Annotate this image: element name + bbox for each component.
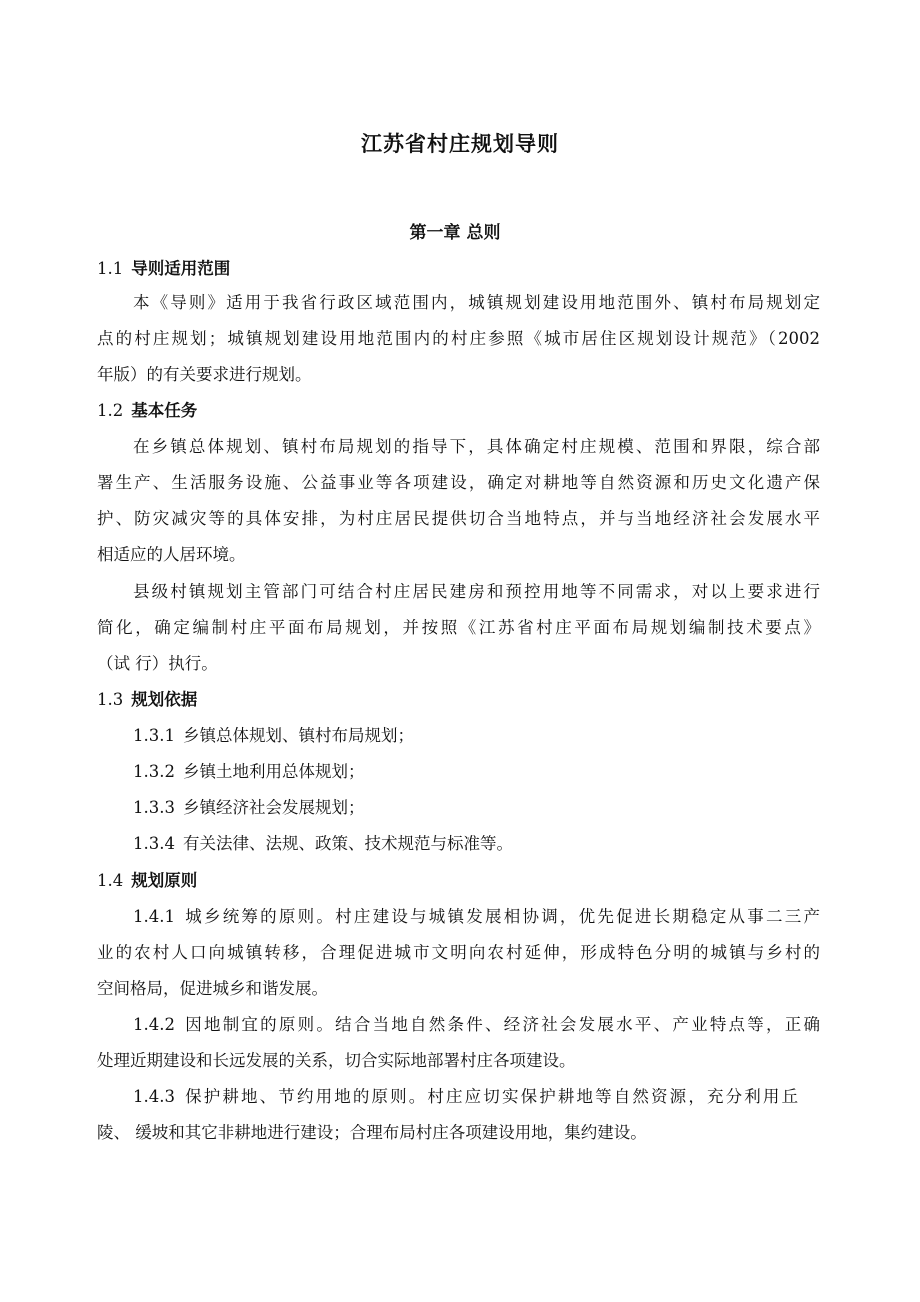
section-heading-1-4: [97, 869, 197, 893]
paragraph-line: （试 行）执行。: [97, 654, 218, 673]
list-item: [133, 905, 820, 929]
list-item: [133, 832, 513, 856]
item-text: 乡镇经济社会发展规划；: [182, 798, 365, 817]
paragraph-line: 相适应的人居环境。: [97, 545, 246, 564]
section-title: 基本任务: [131, 401, 198, 420]
item-number: 1.3.3: [133, 798, 175, 817]
item-number: 1.3.4: [133, 834, 175, 853]
paragraph-line: 署生产、生活服务设施、公益事业等各项建设，确定对耕地等自然资源和历史文化遗产保: [97, 473, 820, 492]
section-heading-1-3: [97, 688, 197, 712]
section-title: 导则适用范围: [131, 259, 231, 278]
item-number: 1.3.1: [133, 726, 175, 745]
item-text: 乡镇土地利用总体规划；: [182, 762, 365, 781]
paragraph-line: 县级村镇规划主管部门可结合村庄居民建房和预控用地等不同需求，对以上要求进行: [133, 582, 820, 601]
paragraph-line: 处理近期建设和长远发展的关系，切合实际地部署村庄各项建设。: [97, 1051, 576, 1070]
paragraph-line: 陵、 缓坡和其它非耕地进行建设；合理布局村庄各项建设用地，集约建设。: [97, 1123, 647, 1142]
paragraph-line: 护、防灾减灾等的具体安排，为村庄居民提供切合当地特点，并与当地经济社会发展水平: [97, 509, 820, 528]
list-item: [133, 1013, 820, 1037]
paragraph-line: 年版）的有关要求进行规划。: [97, 365, 312, 384]
paragraph-line: 本《导则》适用于我省行政区域范围内，城镇规划建设用地范围外、镇村布局规划定: [133, 293, 820, 312]
paragraph-line: 点的村庄规划；城镇规划建设用地范围内的村庄参照《城市居住区规划设计规范》（2002: [97, 329, 820, 348]
section-heading-1-2: [97, 399, 197, 423]
item-number: 1.4.1: [133, 907, 175, 926]
item-number: 1.3.2: [133, 762, 175, 781]
item-number: 1.4.2: [133, 1015, 175, 1034]
item-number: 1.4.3: [133, 1087, 175, 1106]
item-text: 乡镇总体规划、镇村布局规划；: [182, 726, 414, 745]
item-text: 保护耕地、节约用地的原则。村庄应切实保护耕地等自然资源，充分利用丘: [182, 1087, 798, 1106]
section-heading-1-1: [97, 257, 230, 281]
section-number: 1.3: [97, 690, 124, 709]
section-title: 规划依据: [131, 690, 198, 709]
section-title: 规划原则: [131, 871, 198, 890]
section-number: 1.4: [97, 871, 124, 890]
list-item: [133, 796, 364, 820]
item-text: 有关法律、法规、政策、技术规范与标准等。: [182, 834, 513, 853]
document-title: 江苏省村庄规划导则: [361, 132, 559, 156]
item-text: 因地制宜的原则。结合当地自然条件、经济社会发展水平、产业特点等，正确: [182, 1015, 820, 1034]
paragraph-line: 在乡镇总体规划、镇村布局规划的指导下，具体确定村庄规模、范围和界限，综合部: [133, 437, 820, 456]
section-number: 1.1: [97, 259, 124, 278]
list-item: [133, 724, 414, 748]
paragraph-line: 简化，确定编制村庄平面布局规划，并按照《江苏省村庄平面布局规划编制技术要点》: [97, 618, 820, 637]
section-number: 1.2: [97, 401, 124, 420]
paragraph-line: 业的农村人口向城镇转移，合理促进城市文明向农村延伸，形成特色分明的城镇与乡村的: [97, 943, 820, 962]
chapter-heading: 第一章 总则: [409, 223, 501, 243]
list-item: [133, 1085, 798, 1109]
item-text: 城乡统筹的原则。村庄建设与城镇发展相协调，优先促进长期稳定从事二三产: [182, 907, 820, 926]
list-item: [133, 760, 364, 784]
paragraph-line: 空间格局，促进城乡和谐发展。: [97, 979, 328, 998]
